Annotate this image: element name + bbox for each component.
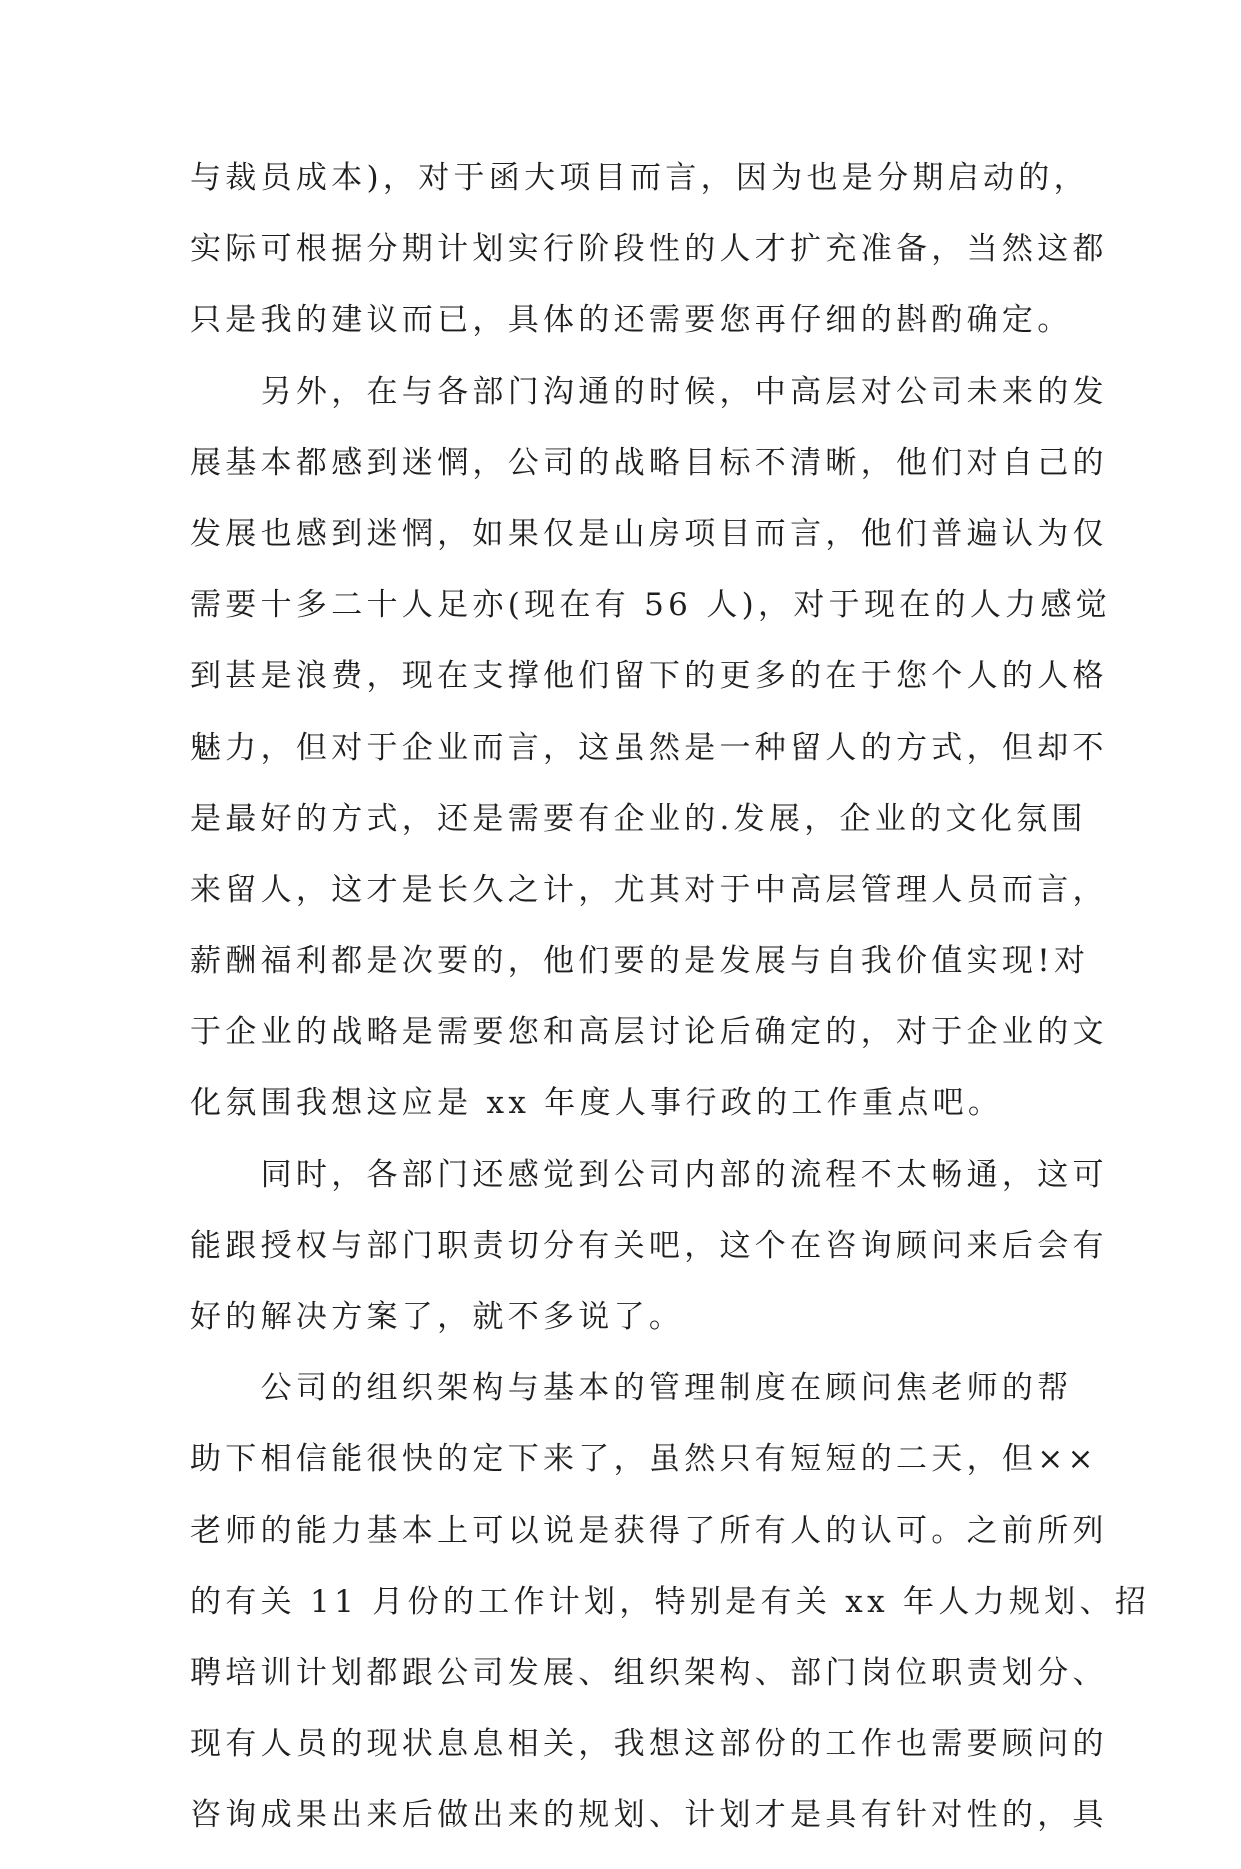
- text-line: 同时，各部门还感觉到公司内部的流程不太畅通，这可: [190, 1156, 1108, 1193]
- text-line: 公司的组织架构与基本的管理制度在顾问焦老师的帮: [190, 1370, 1073, 1407]
- text-line: 咨询成果出来后做出来的规划、计划才是具有针对性的，具: [190, 1797, 1108, 1834]
- text-line: 只是我的建议而已，具体的还需要您再仔细的斟酌确定。: [190, 302, 1073, 339]
- text-line: 实际可根据分期计划实行阶段性的人才扩充准备，当然这都: [190, 231, 1108, 268]
- text-line: 老师的能力基本上可以说是获得了所有人的认可。之前所列: [190, 1512, 1108, 1549]
- text-line: 现有人员的现状息息相关，我想这部份的工作也需要顾问的: [190, 1726, 1108, 1763]
- text-line: 来留人，这才是长久之计，尤其对于中高层管理人员而言，: [190, 871, 1108, 908]
- text-line: 聘培训计划都跟公司发展、组织架构、部门岗位职责划分、: [190, 1654, 1108, 1691]
- text-line: 能跟授权与部门职责切分有关吧，这个在咨询顾问来后会有: [190, 1227, 1108, 1264]
- text-line: 发展也感到迷惘，如果仅是山房项目而言，他们普遍认为仅: [190, 515, 1108, 552]
- text-line: 到甚是浪费，现在支撑他们留下的更多的在于您个人的人格: [190, 658, 1108, 695]
- text-line: 展基本都感到迷惘，公司的战略目标不清晰，他们对自己的: [190, 444, 1108, 481]
- document-body: [190, 160, 1151, 1869]
- text-line: 另外，在与各部门沟通的时候，中高层对公司未来的发: [190, 373, 1108, 410]
- text-line: 好的解决方案了，就不多说了。: [190, 1299, 685, 1335]
- text-line: 助下相信能很快的定下来了，虽然只有短短的二天，但××: [190, 1441, 1098, 1478]
- text-line: 是最好的方式，还是需要有企业的.发展，企业的文化氛围: [190, 800, 1087, 837]
- text-line: 的有关 11 月份的工作计划，特别是有关 xx 年人力规划、招: [190, 1583, 1151, 1620]
- text-line: 需要十多二十人足亦(现在有 56 人)，对于现在的人力感觉: [190, 587, 1112, 624]
- text-line: 于企业的战略是需要您和高层讨论后确定的，对于企业的文: [190, 1014, 1108, 1051]
- text-line: 与裁员成本)，对于函大项目而言，因为也是分期启动的，: [190, 160, 1089, 196]
- text-line: 化氛围我想这应是 xx 年度人事行政的工作重点吧。: [190, 1085, 1004, 1122]
- text-line: 魅力，但对于企业而言，这虽然是一种留人的方式，但却不: [190, 729, 1108, 766]
- text-line: 薪酬福利都是次要的，他们要的是发展与自我价值实现!对: [190, 943, 1090, 980]
